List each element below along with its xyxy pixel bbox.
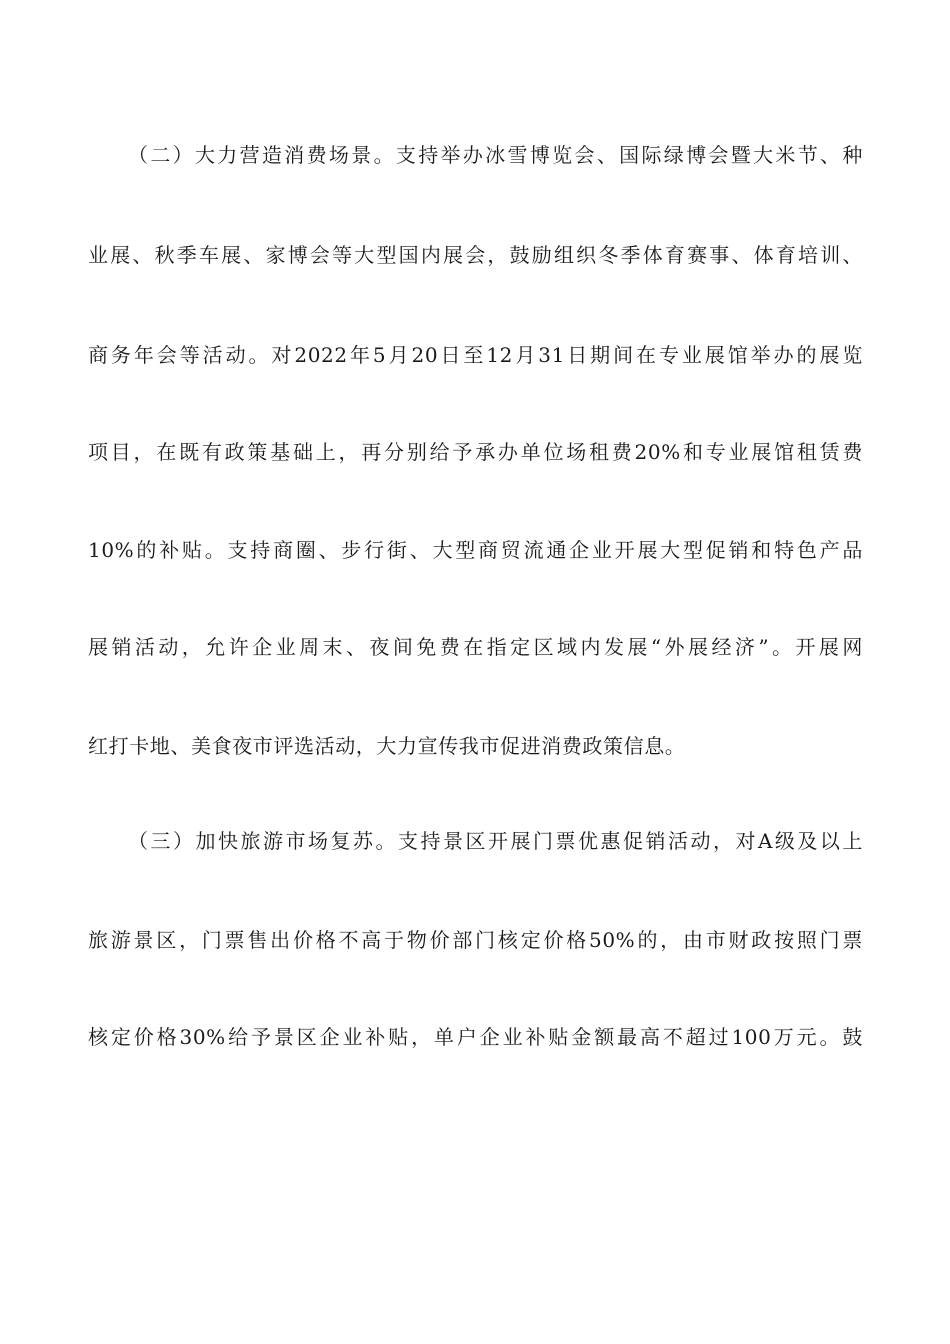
paragraph-2-line-1: （二）大力营造消费场景。支持举办冰雪博览会、国际绿博会暨大米节、种 [128,143,863,167]
paragraph-2-line-7: 红打卡地、美食夜市评选活动，大力宣传我市促进消费政策信息。 [88,734,686,758]
paragraph-2-line-5: 10%的补贴。支持商圈、步行街、大型商贸流通企业开展大型促销和特色产品 [88,538,863,562]
paragraph-2-line-6: 展销活动，允许企业周末、夜间免费在指定区域内发展“外展经济”。开展网 [88,635,863,659]
paragraph-2-line-4: 项目，在既有政策基础上，再分别给予承办单位场租费20%和专业展馆租赁费 [88,440,863,464]
paragraph-2-line-3: 商务年会等活动。对2022年5月20日至12月31日期间在专业展馆举办的展览 [88,343,863,367]
paragraph-2-line-2: 业展、秋季车展、家博会等大型国内展会，鼓励组织冬季体育赛事、体育培训、 [88,243,863,267]
paragraph-3-line-1: （三）加快旅游市场复苏。支持景区开展门票优惠促销活动，对A级及以上 [128,829,863,853]
paragraph-3-line-3: 核定价格30%给予景区企业补贴，单户企业补贴金额最高不超过100万元。鼓 [88,1025,863,1049]
paragraph-3-line-2: 旅游景区，门票售出价格不高于物价部门核定价格50%的，由市财政按照门票 [88,928,863,952]
